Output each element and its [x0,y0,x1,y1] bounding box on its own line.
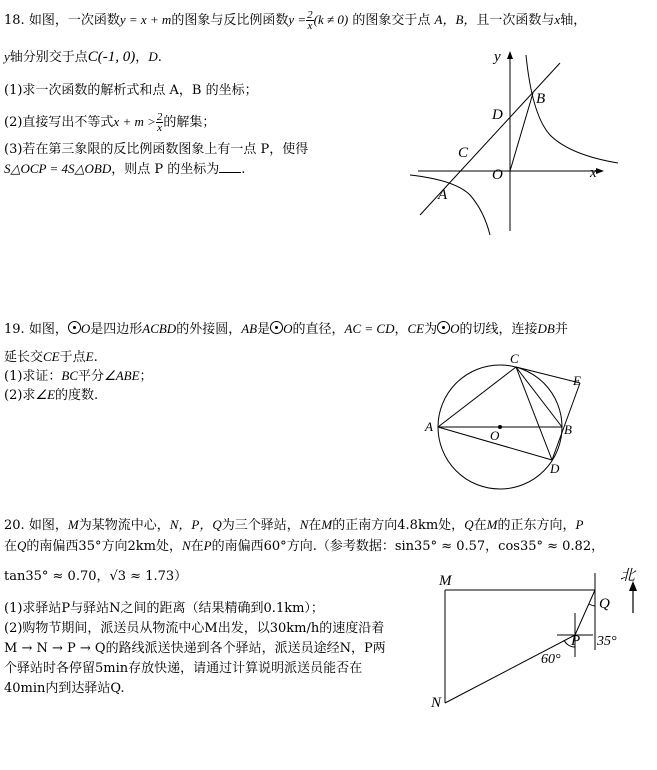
q20-text: 在 [308,518,322,533]
q18-point-d: D [148,49,158,64]
q18-part3-line2 [4,160,245,179]
q19-text: 的直径， [292,322,345,337]
point-d-label: D [492,107,503,123]
point-d-label: D [550,461,560,476]
q20-text: 方向 [101,539,128,554]
q19-text: (2)求 [4,388,36,403]
q19-ce: CE [407,321,425,336]
circle-symbol-icon [270,321,283,334]
q20-figure [415,565,655,715]
q18-point-c: C(-1, 0) [87,49,136,65]
q19-line2 [4,348,98,367]
point-p-label: P [571,633,581,649]
q20-m: M [486,517,498,532]
point-c-label: C [510,351,519,366]
q19-o: O [283,321,293,336]
q18-y: y [4,49,10,64]
q20-text: 如图， [28,518,68,533]
q19-line1 [4,320,568,339]
q20-part1: (1)求驿站P与驿站N之间的距离（结果精确到0.1km）； [4,601,324,616]
angle-35-label: 35° [597,634,617,649]
q18-text: 的解集； [163,115,216,130]
point-c-label: C [458,145,469,161]
angle-60-label: 60° [541,652,561,667]
q20-n: N [181,538,191,553]
q19-text: 为 [424,322,438,337]
q20-q: Q [17,538,27,553]
q20-part2-line3: 个驿站时各停留5min存放快递，请通过计算说明派送员能否在 [4,661,363,676]
q18-text: . [157,50,162,65]
fraction-denominator: x [157,122,163,134]
q20-q: Q [212,517,222,532]
q18-text: 的图象与反比例函数 [171,13,289,28]
q20-m: M [321,517,333,532]
q20-text: 为某物流中心， [78,518,170,533]
q20-line3: tan35° ≈ 0.70，√3 ≈ 1.73） [4,569,188,584]
circle-symbol-icon [437,321,450,334]
point-q-label: Q [599,596,610,612]
q19-part1 [4,367,153,386]
q18-line1 [4,10,586,31]
q19-text: 于点 [59,350,86,365]
center-o-label: O [490,428,500,443]
point-e-label: E [573,373,581,388]
q19-figure [420,350,600,480]
q19-number: 19. [4,322,25,337]
q19-eq: AC = CD [344,321,395,336]
q18-text: 如图，一次函数 [28,13,120,28]
q19-text: 并 [554,322,568,337]
q20-text: 处， [155,539,182,554]
q18-inverse-eq: y = [288,12,307,27]
q19-ce: CE [43,349,60,364]
q18-part2 [4,112,215,133]
circle-symbol-icon [68,321,81,334]
q20-np: N，P， [169,517,213,532]
point-m-label: M [439,573,452,589]
q20-part2-line4: 40min内到达驿站Q. [4,681,125,696]
q19-text: 的外接圆， [176,322,242,337]
q19-quad: ACBD [142,321,177,336]
q19-angle-e: ∠E [35,387,56,402]
fraction-numerator: 2 [156,111,163,123]
q19-e: E [85,349,94,364]
q18-number: 18. [4,13,25,28]
q18-part3-line1: (3)若在第三象限的反比例函数图象上有一点 P，使得 [4,142,309,157]
point-b-label: B [536,91,546,107]
q20-part2-line1: (2)购物节期间，派送员从物流中心M出发，以30km/h的速度沿着 [4,621,385,636]
q20-distance: 2km [127,539,156,554]
q18-condition: (k ≠ 0) [313,12,349,27]
q19-part2 [4,386,98,405]
q18-text: 轴分别交于点 [9,50,88,65]
q20-p: P [203,538,212,553]
q20-part2-line2: M → N → P → Q的路线派送快递到各个驿站，派送员途经N，P两 [4,641,386,656]
q20-angle: 60° [263,539,287,554]
q19-bc: BC [61,368,79,383]
q19-text: 的切线，连接 [459,322,538,337]
north-label: 北 [620,568,636,584]
q18-points: A，B， [434,12,477,27]
q19-text: ； [139,369,153,384]
point-n-label: N [431,695,442,711]
q19-o: O [450,321,460,336]
q18-text: ，则点 P 的坐标为 [111,162,220,177]
q19-text: 如图， [28,322,68,337]
q19-ab: AB [241,321,258,336]
q18-fraction [306,10,314,31]
q20-text: 方向.（参考数据：sin35° ≈ 0.57，cos35° ≈ 0.82， [286,539,605,554]
y-axis-label: y [494,49,501,65]
q20-text: 的正南方向 [332,518,398,533]
q20-text: 的南偏西 [211,539,264,554]
fraction-denominator: x [307,20,313,32]
q19-text: . [93,350,98,365]
q20-q: Q [464,517,474,532]
q18-area-eq: S△OCP = 4S△OBD [4,161,112,176]
q20-text: 在 [473,518,487,533]
q19-angle: ∠ABE [104,368,140,383]
q20-line2 [4,537,604,556]
q20-m: M [67,517,79,532]
q19-text: 平分 [78,369,105,384]
q19-db: DB [537,321,555,336]
q18-text: 轴， [560,13,587,28]
q18-part1: (1)求一次函数的解析式和点 A，B 的坐标； [4,83,258,98]
q20-n: N [299,517,309,532]
q20-text: 处， [438,518,465,533]
point-a-label: A [438,187,448,203]
fraction-numerator: 2 [307,9,313,21]
q20-p: P [575,517,584,532]
q20-text: 在 [190,539,204,554]
q18-text: ， [135,50,149,65]
point-a-label: A [425,419,433,434]
q20-text: 的正东方向， [497,518,576,533]
q18-x: x [554,12,561,27]
point-b-label: B [564,422,572,437]
q19-text: 是四边形 [90,322,143,337]
q18-linear-eq: y = x + m [119,12,172,27]
q20-distance: 4.8km [397,518,439,533]
q18-figure [410,45,630,235]
q19-text: (1)求证： [4,369,62,384]
q18-inequality: x + m > [113,114,156,129]
q20-line1 [4,516,583,535]
q20-number: 20. [4,518,25,533]
q20-text: 的南偏西 [26,539,79,554]
q19-o: O [80,321,91,336]
q18-text: 且一次函数与 [476,13,555,28]
q20-angle: 35° [78,539,102,554]
q18-text: 的图象交于点 [352,13,431,28]
q18-line2 [4,48,162,67]
q19-text: 延长交 [4,350,44,365]
q20-text: 在 [4,539,18,554]
x-axis-label: x [590,165,597,181]
q18-text: . [241,162,246,177]
q19-text: ， [394,322,408,337]
q20-text: 为三个驿站， [221,518,300,533]
q19-text: 的度数. [55,388,99,403]
q19-text: 是 [257,322,271,337]
answer-blank [219,160,241,173]
origin-label: O [492,167,503,183]
q18-text: (2)直接写出不等式 [4,115,114,130]
